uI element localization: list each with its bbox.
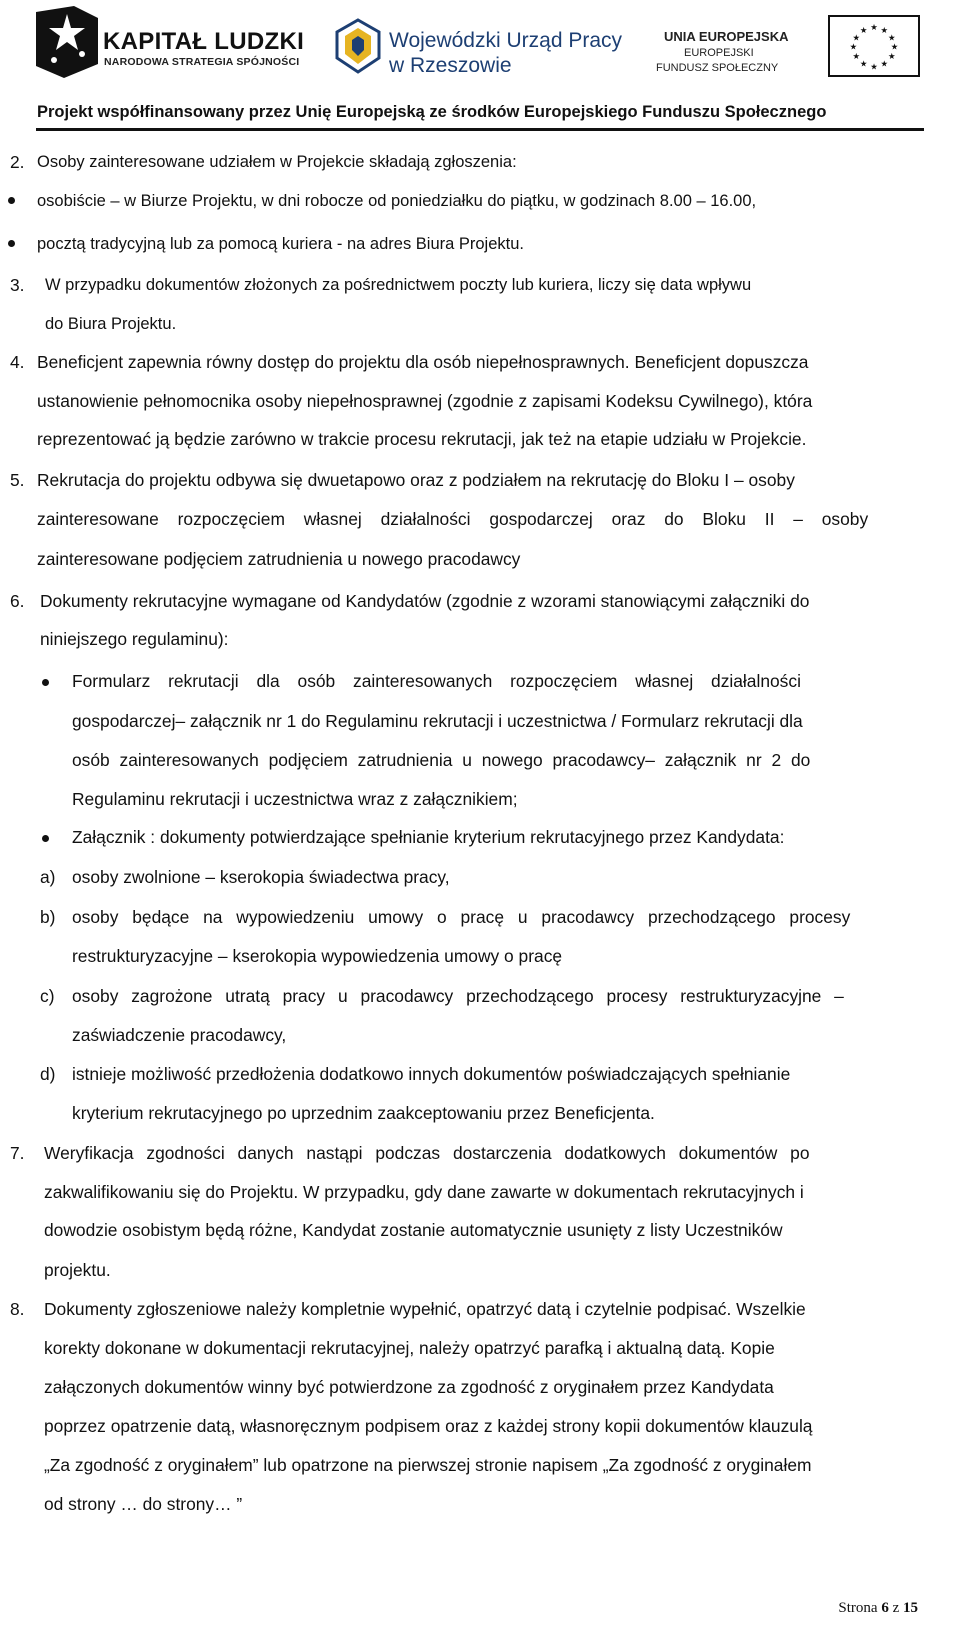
item-2-bullet-2: pocztą tradycyjną lub za pomocą kuriera - na adres Biura Projektu. xyxy=(37,235,524,253)
item-number-7: 7. xyxy=(10,1143,25,1163)
item-4-line-2: ustanowienie pełnomocnika osoby niepełnosprawnej (zgodnie z zapisami Kodeksu Cywilnego), która xyxy=(37,391,813,411)
subitem-b-marker: b) xyxy=(40,907,56,927)
item-7-line-1: Weryfikacja zgodności danych nastąpi podczas dostarczenia dodatkowych dokumentów po xyxy=(44,1143,810,1163)
item-7-line-3: dowodzie osobistym będą różne, Kandydat zostanie automatycznie usunięty z listy Uczestników xyxy=(44,1220,783,1240)
item-6-bullet-1-line-2: gospodarczej– załącznik nr 1 do Regulaminu rekrutacji i uczestnictwa / Formularz rekrutacji dla xyxy=(72,711,803,731)
page-label: Strona xyxy=(838,1600,878,1616)
subitem-a-text: osoby zwolnione – kserokopia świadectwa pracy, xyxy=(72,867,450,887)
svg-text:★: ★ xyxy=(890,41,899,52)
item-8-line-3: załączonych dokumentów winny być potwierdzone za zgodność z oryginałem przez Kandydata xyxy=(44,1377,774,1397)
item-4-line-3: reprezentować ją będzie zarówno w trakcie procesu rekrutacji, jak też na etapie udziału w Projekcie. xyxy=(37,429,807,449)
item-number-2: 2. xyxy=(10,152,25,172)
item-3-line-2: do Biura Projektu. xyxy=(45,315,177,333)
svg-text:★: ★ xyxy=(859,24,868,35)
item-2-bullet-1: osobiście – w Biurze Projektu, w dni robocze od poniedziałku do piątku, w godzinach 8.00 – 16.00, xyxy=(37,192,757,210)
item-number-4: 4. xyxy=(10,352,25,372)
subitem-d-line-1: istnieje możliwość przedłożenia dodatkowo innych dokumentów poświadczających spełnianie xyxy=(72,1064,791,1084)
item-5-line-2: zainteresowane rozpoczęciem własnej działalności gospodarczej oraz do Bloku II – osoby xyxy=(37,509,869,529)
item-6-bullet-2: Załącznik : dokumenty potwierdzające spełnianie kryterium rekrutacyjnego przez Kandydata: xyxy=(72,827,785,847)
subitem-b-line-2: restrukturyzacyjne – kserokopia wypowiedzenia umowy o pracę xyxy=(72,946,563,966)
document-header xyxy=(0,0,960,121)
item-4-line-1: Beneficjent zapewnia równy dostęp do projektu dla osób niepełnosprawnych. Beneficjent dopuszcza xyxy=(37,352,809,372)
wup-name-line2: w Rzeszowie xyxy=(389,54,512,77)
cofinancing-note: Projekt współfinansowany przez Unię Europejską ze środków Europejskiego Funduszu Społecznego xyxy=(37,103,827,121)
item-5-line-1: Rekrutacja do projektu odbywa się dwuetapowo oraz z podziałem na rekrutację do Bloku I – osoby xyxy=(37,470,795,490)
item-8-line-1: Dokumenty zgłoszeniowe należy kompletnie wypełnić, opatrzyć datą i czytelnie podpisać. Wszelkie xyxy=(44,1299,806,1319)
item-6-bullet-1-line-1: Formularz rekrutacji dla osób zainteresowanych rozpoczęciem własnej działalności xyxy=(72,671,801,691)
item-7-line-4: projektu. xyxy=(44,1260,111,1280)
bullet-icon xyxy=(8,197,15,204)
item-number-8: 8. xyxy=(10,1299,25,1319)
item-3-line-1: W przypadku dokumentów złożonych za pośrednictwem poczty lub kuriera, liczy się data wpływu xyxy=(45,276,752,294)
wup-name-line1: Wojewódzki Urząd Pracy xyxy=(389,29,623,52)
ue-title: UNIA EUROPEJSKA xyxy=(664,29,789,44)
svg-text:★: ★ xyxy=(852,51,860,62)
subitem-c-marker: c) xyxy=(40,986,55,1006)
svg-text:★: ★ xyxy=(870,61,878,72)
header-divider xyxy=(36,128,924,131)
item-6-bullet-1-line-4: Regulaminu rekrutacji i uczestnictwa wraz z załącznikiem; xyxy=(72,789,518,809)
item-number-5: 5. xyxy=(10,470,25,490)
total-pages: 15 xyxy=(903,1600,918,1616)
ue-subtitle-1: EUROPEJSKI xyxy=(684,47,754,59)
bullet-icon xyxy=(8,240,15,247)
subitem-d-marker: d) xyxy=(40,1064,56,1084)
item-8-line-2: korekty dokonane w dokumentacji rekrutacyjnej, należy opatrzyć parafką i aktualną datą. Kopie xyxy=(44,1338,775,1358)
item-6-line-2: niniejszego regulaminu): xyxy=(40,629,229,649)
item-5-line-3: zainteresowane podjęciem zatrudnienia u nowego pracodawcy xyxy=(37,549,521,569)
svg-text:★: ★ xyxy=(859,58,868,69)
item-7-line-2: zakwalifikowaniu się do Projektu. W przypadku, gdy dane zawarte w dokumentach rekrutacyjnych i xyxy=(44,1182,804,1202)
current-page: 6 xyxy=(881,1600,889,1616)
svg-text:★: ★ xyxy=(849,41,858,52)
item-6-bullet-1-line-3: osób zainteresowanych podjęciem zatrudnienia u nowego pracodawcy– załącznik nr 2 do xyxy=(72,750,811,770)
svg-text:★: ★ xyxy=(852,32,860,43)
subitem-c-line-2: zaświadczenie pracodawcy, xyxy=(72,1025,287,1045)
kapital-ludzki-title: KAPITAŁ LUDZKI xyxy=(103,28,305,55)
page-number xyxy=(838,1600,918,1617)
ue-subtitle-2: FUNDUSZ SPOŁECZNY xyxy=(656,62,779,74)
item-8-line-4: poprzez opatrzenie datą, własnoręcznym podpisem oraz z każdej strony kopii dokumentów klauzulą xyxy=(44,1416,813,1436)
svg-text:★: ★ xyxy=(880,24,889,35)
item-6-line-1: Dokumenty rekrutacyjne wymagane od Kandydatów (zgodnie z wzorami stanowiącymi załączniki do xyxy=(40,591,810,611)
subitem-a-marker: a) xyxy=(40,867,56,887)
item-8-line-6: od strony … do strony… ” xyxy=(44,1494,243,1514)
svg-text:★: ★ xyxy=(888,51,896,62)
item-8-line-5: „Za zgodność z oryginałem” lub opatrzone na pierwszej stronie napisem „Za zgodność z oryginałem xyxy=(44,1455,812,1475)
item-number-3: 3. xyxy=(10,275,25,295)
subitem-c-line-1: osoby zagrożone utratą pracy u pracodawcy przechodzącego procesy restrukturyzacyjne – xyxy=(72,986,844,1006)
item-number-6: 6. xyxy=(10,591,25,611)
kapital-ludzki-logo-icon xyxy=(34,4,100,80)
item-2-text: Osoby zainteresowane udziałem w Projekcie składają zgłoszenia: xyxy=(37,153,517,171)
kapital-ludzki-subtitle: NARODOWA STRATEGIA SPÓJNOŚCI xyxy=(104,56,300,68)
svg-text:★: ★ xyxy=(870,22,878,33)
wup-logo-icon xyxy=(333,18,383,74)
page-of: z xyxy=(892,1600,900,1616)
eu-flag-icon xyxy=(828,15,920,77)
bullet-icon xyxy=(42,679,49,686)
subitem-d-line-2: kryterium rekrutacyjnego po uprzednim zaakceptowaniu przez Beneficjenta. xyxy=(72,1103,655,1123)
svg-text:★: ★ xyxy=(880,58,889,69)
bullet-icon xyxy=(42,835,49,842)
subitem-b-line-1: osoby będące na wypowiedzeniu umowy o pracę u pracodawcy przechodzącego procesy xyxy=(72,907,851,927)
svg-text:★: ★ xyxy=(888,32,896,43)
